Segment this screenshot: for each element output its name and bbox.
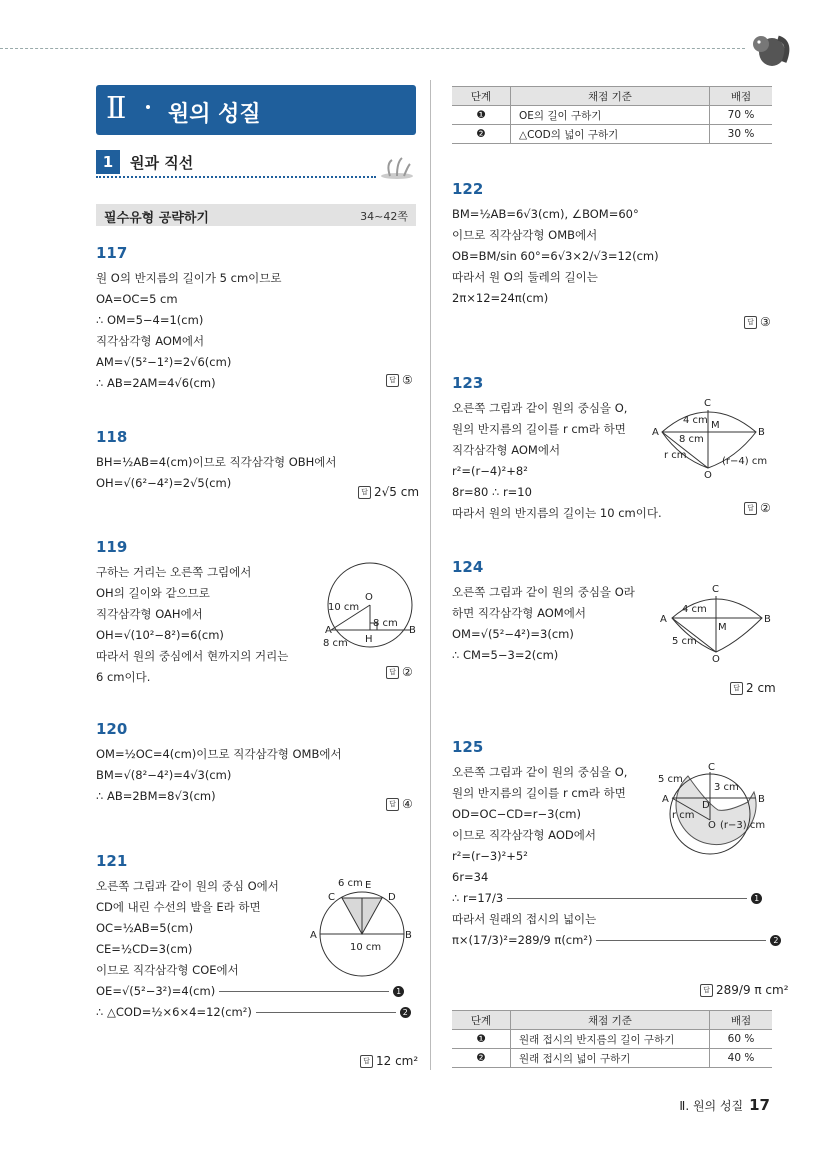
table-row: ❷ 원래 접시의 넓이 구하기 40 % — [452, 1049, 772, 1068]
figure-125 — [658, 762, 778, 854]
solution-line: OA=OC=5 cm — [96, 292, 178, 306]
answer-key-icon: 답 — [386, 666, 399, 679]
solution-line: 직각삼각형 AOM에서 — [96, 334, 205, 348]
solution-line: AM=√(5²−1²)=2√6(cm) — [96, 355, 232, 369]
problem-number: 125 — [452, 738, 484, 756]
solution-line: OD=OC−CD=r−3(cm) — [452, 807, 581, 821]
label-A: A — [662, 794, 669, 805]
answer-124: 답 2 cm — [730, 681, 776, 695]
figure-123 — [652, 398, 772, 480]
practice-bar — [96, 204, 416, 226]
answer-125: 답 289/9 π cm² — [700, 983, 789, 997]
problem-number: 124 — [452, 558, 484, 576]
answer-119: 답 ② — [386, 665, 413, 679]
section-number: 1 — [96, 150, 120, 174]
answer-key-icon: 답 — [700, 984, 713, 997]
solution-line: 6 cm이다. — [96, 670, 151, 684]
col-points: 배점 — [710, 87, 773, 106]
solution-line: 직각삼각형 AOM에서 — [452, 443, 561, 457]
solution-line: r²=(r−4)²+8² — [452, 464, 528, 478]
squirrel-mascot-icon — [748, 28, 788, 68]
grading-table-1 — [452, 86, 772, 144]
label-E: E — [365, 880, 372, 891]
label-O: O — [708, 820, 716, 831]
step-2-mark: 2 — [400, 1007, 411, 1018]
label-A: A — [652, 427, 659, 438]
solution-line: ∴ OM=5−4=1(cm) — [96, 313, 204, 327]
solution-line: 하면 직각삼각형 AOM에서 — [452, 606, 586, 620]
solution-line: 8r=80 ∴ r=10 — [452, 485, 532, 499]
col-criteria: 채점 기준 — [511, 1011, 710, 1030]
problem-117 — [96, 244, 416, 394]
solution-line: 이므로 직각삼각형 OMB에서 — [452, 228, 598, 242]
solution-line: ∴ △COD=½×6×4=12(cm²) 2 — [96, 1002, 416, 1023]
label-bottom: 10 cm — [350, 942, 382, 953]
label-top: 6 cm — [338, 878, 363, 889]
sprout-icon — [380, 156, 410, 178]
solution-line: 따라서 원의 반지름의 길이는 10 cm이다. — [452, 506, 662, 520]
label-A: A — [660, 614, 667, 625]
solution-line: 원의 반지름의 길이를 r cm라 하면 — [452, 422, 626, 436]
solution-line: 원의 반지름의 길이를 r cm라 하면 — [452, 786, 626, 800]
figure-124 — [658, 584, 776, 664]
col-criteria: 채점 기준 — [511, 87, 710, 106]
label-radius: 10 cm — [328, 602, 360, 613]
page-footer — [679, 1096, 770, 1114]
problem-number: 118 — [96, 428, 128, 446]
problem-number: 117 — [96, 244, 128, 262]
problem-number: 121 — [96, 852, 128, 870]
solution-line: 따라서 원래의 접시의 넓이는 — [452, 912, 597, 926]
answer-117: 답 ⑤ — [386, 373, 413, 387]
label-O: O — [704, 470, 712, 481]
label-hb: 8 cm — [373, 618, 398, 629]
label-A: A — [325, 625, 332, 636]
page-number: 17 — [749, 1096, 770, 1114]
solution-line: OH=√(6²−4²)=2√5(cm) — [96, 476, 232, 490]
solution-line: 이므로 직각삼각형 COE에서 — [96, 963, 239, 977]
label-A: A — [310, 930, 317, 941]
figure-119 — [325, 560, 417, 652]
solution-line: BH=½AB=4(cm)이므로 직각삼각형 OBH에서 — [96, 455, 337, 469]
solution-line: OM=½OC=4(cm)이므로 직각삼각형 OMB에서 — [96, 747, 342, 761]
problem-124 — [452, 558, 662, 666]
solution-line: 따라서 원 O의 둘레의 길이는 — [452, 270, 598, 284]
solution-line: 오른쪽 그림과 같이 원의 중심을 O, — [452, 765, 628, 779]
section-divider — [96, 176, 376, 178]
problem-123 — [452, 374, 662, 524]
problem-number: 120 — [96, 720, 128, 738]
dot — [146, 105, 150, 109]
solution-line: r²=(r−3)²+5² — [452, 849, 528, 863]
label-H: H — [365, 634, 373, 645]
label-C: C — [328, 892, 335, 903]
answer-key-icon: 답 — [744, 316, 757, 329]
label-C: C — [708, 762, 715, 773]
solution-line: OH의 길이와 같으므로 — [96, 586, 210, 600]
chapter-header — [96, 85, 416, 135]
practice-pages: 34~42쪽 — [360, 210, 408, 223]
solution-line: 따라서 원의 중심에서 현까지의 거리는 — [96, 649, 289, 663]
solution-line: OB=BM/sin 60°=6√3×2/√3=12(cm) — [452, 249, 659, 263]
solution-line: OE=√(5²−3²)=4(cm) 1 — [96, 981, 416, 1002]
solution-line: OH=√(10²−8²)=6(cm) — [96, 628, 224, 642]
solution-line: CD에 내린 수선의 발을 E라 하면 — [96, 900, 261, 914]
answer-key-icon: 답 — [386, 374, 399, 387]
label-D: D — [702, 800, 710, 811]
problem-122 — [452, 180, 772, 309]
top-dashed-rule — [0, 48, 745, 49]
solution-line: OC=½AB=5(cm) — [96, 921, 194, 935]
table-row: ❶ OE의 길이 구하기 70 % — [452, 106, 772, 125]
solution-line: 이므로 직각삼각형 AOD에서 — [452, 828, 596, 842]
label-O: O — [365, 592, 373, 603]
label-B: B — [764, 614, 771, 625]
table-row: ❶ 원래 접시의 반지름의 길이 구하기 60 % — [452, 1030, 772, 1049]
step-1-mark: 1 — [751, 893, 762, 904]
label-B: B — [409, 625, 416, 636]
chapter-number: Ⅱ — [106, 91, 127, 126]
problem-number: 122 — [452, 180, 484, 198]
label-C: C — [704, 398, 711, 409]
label-D: D — [388, 892, 396, 903]
section-title: 원과 직선 — [130, 154, 194, 172]
solution-line: 오른쪽 그림과 같이 원의 중심을 O, — [452, 401, 628, 415]
solution-line: 6r=34 — [452, 870, 489, 884]
solution-line: CE=½CD=3(cm) — [96, 942, 193, 956]
grading-table-2 — [452, 1010, 772, 1068]
label-O: O — [712, 654, 720, 665]
label-rcm: r cm — [664, 450, 687, 461]
col-step: 단계 — [452, 87, 511, 106]
problem-119 — [96, 538, 336, 688]
step-2-mark: 2 — [770, 935, 781, 946]
label-B: B — [758, 427, 765, 438]
label-B: B — [758, 794, 765, 805]
label-5cm: 5 cm — [658, 774, 683, 785]
solution-line: ∴ AB=2AM=4√6(cm) — [96, 376, 216, 390]
answer-key-icon: 답 — [386, 798, 399, 811]
footer-chapter: Ⅱ. 원의 성질 — [679, 1099, 744, 1113]
answer-123: 답 ② — [744, 501, 771, 515]
solution-line: ∴ AB=2BM=8√3(cm) — [96, 789, 216, 803]
label-r-3: (r−3) cm — [720, 820, 766, 831]
label-M: M — [718, 622, 727, 633]
step-1-mark: 1 — [393, 986, 404, 997]
label-ah: 8 cm — [323, 638, 348, 649]
figure-121 — [310, 876, 410, 976]
label-5cm: 5 cm — [672, 636, 697, 647]
problem-120 — [96, 720, 416, 807]
solution-line: 오른쪽 그림과 같이 원의 중심 O에서 — [96, 879, 279, 893]
label-C: C — [712, 584, 719, 595]
answer-121: 답 12 cm² — [360, 1054, 418, 1068]
answer-122: 답 ③ — [744, 315, 771, 329]
solution-line: 2π×12=24π(cm) — [452, 291, 549, 305]
solution-line: BM=½AB=6√3(cm), ∠BOM=60° — [452, 207, 639, 221]
column-separator — [430, 80, 431, 1070]
label-8cm: 8 cm — [679, 434, 704, 445]
solution-line: BM=√(8²−4²)=4√3(cm) — [96, 768, 232, 782]
label-r-4: (r−4) cm — [722, 456, 768, 467]
solution-line: OM=√(5²−4²)=3(cm) — [452, 627, 574, 641]
chapter-title: 원의 성질 — [168, 102, 261, 127]
solution-line: π×(17/3)²=289/9 π(cm²) 2 — [452, 930, 772, 951]
label-4cm: 4 cm — [683, 415, 708, 426]
label-3cm: 3 cm — [714, 782, 739, 793]
answer-120: 답 ④ — [386, 797, 413, 811]
answer-key-icon: 답 — [358, 486, 371, 499]
col-step: 단계 — [452, 1011, 511, 1030]
problem-number: 119 — [96, 538, 128, 556]
label-4cm: 4 cm — [682, 604, 707, 615]
problem-number: 123 — [452, 374, 484, 392]
label-rcm: r cm — [672, 810, 695, 821]
answer-key-icon: 답 — [744, 502, 757, 515]
solution-line: ∴ CM=5−3=2(cm) — [452, 648, 559, 662]
solution-line: 구하는 거리는 오른쪽 그림에서 — [96, 565, 252, 579]
answer-key-icon: 답 — [360, 1055, 373, 1068]
answer-key-icon: 답 — [730, 682, 743, 695]
label-M: M — [711, 420, 720, 431]
table-row: ❷ △COD의 넓이 구하기 30 % — [452, 125, 772, 144]
solution-line: 오른쪽 그림과 같이 원의 중심을 O라 — [452, 585, 635, 599]
solution-line: 원 O의 반지름의 길이가 5 cm이므로 — [96, 271, 282, 285]
label-B: B — [405, 930, 412, 941]
solution-line: 직각삼각형 OAH에서 — [96, 607, 203, 621]
col-points: 배점 — [710, 1011, 773, 1030]
answer-118: 답 2√5 cm — [358, 485, 419, 499]
solution-line: ∴ r=17/3 1 — [452, 888, 772, 909]
practice-title: 필수유형 공략하기 — [104, 211, 209, 226]
